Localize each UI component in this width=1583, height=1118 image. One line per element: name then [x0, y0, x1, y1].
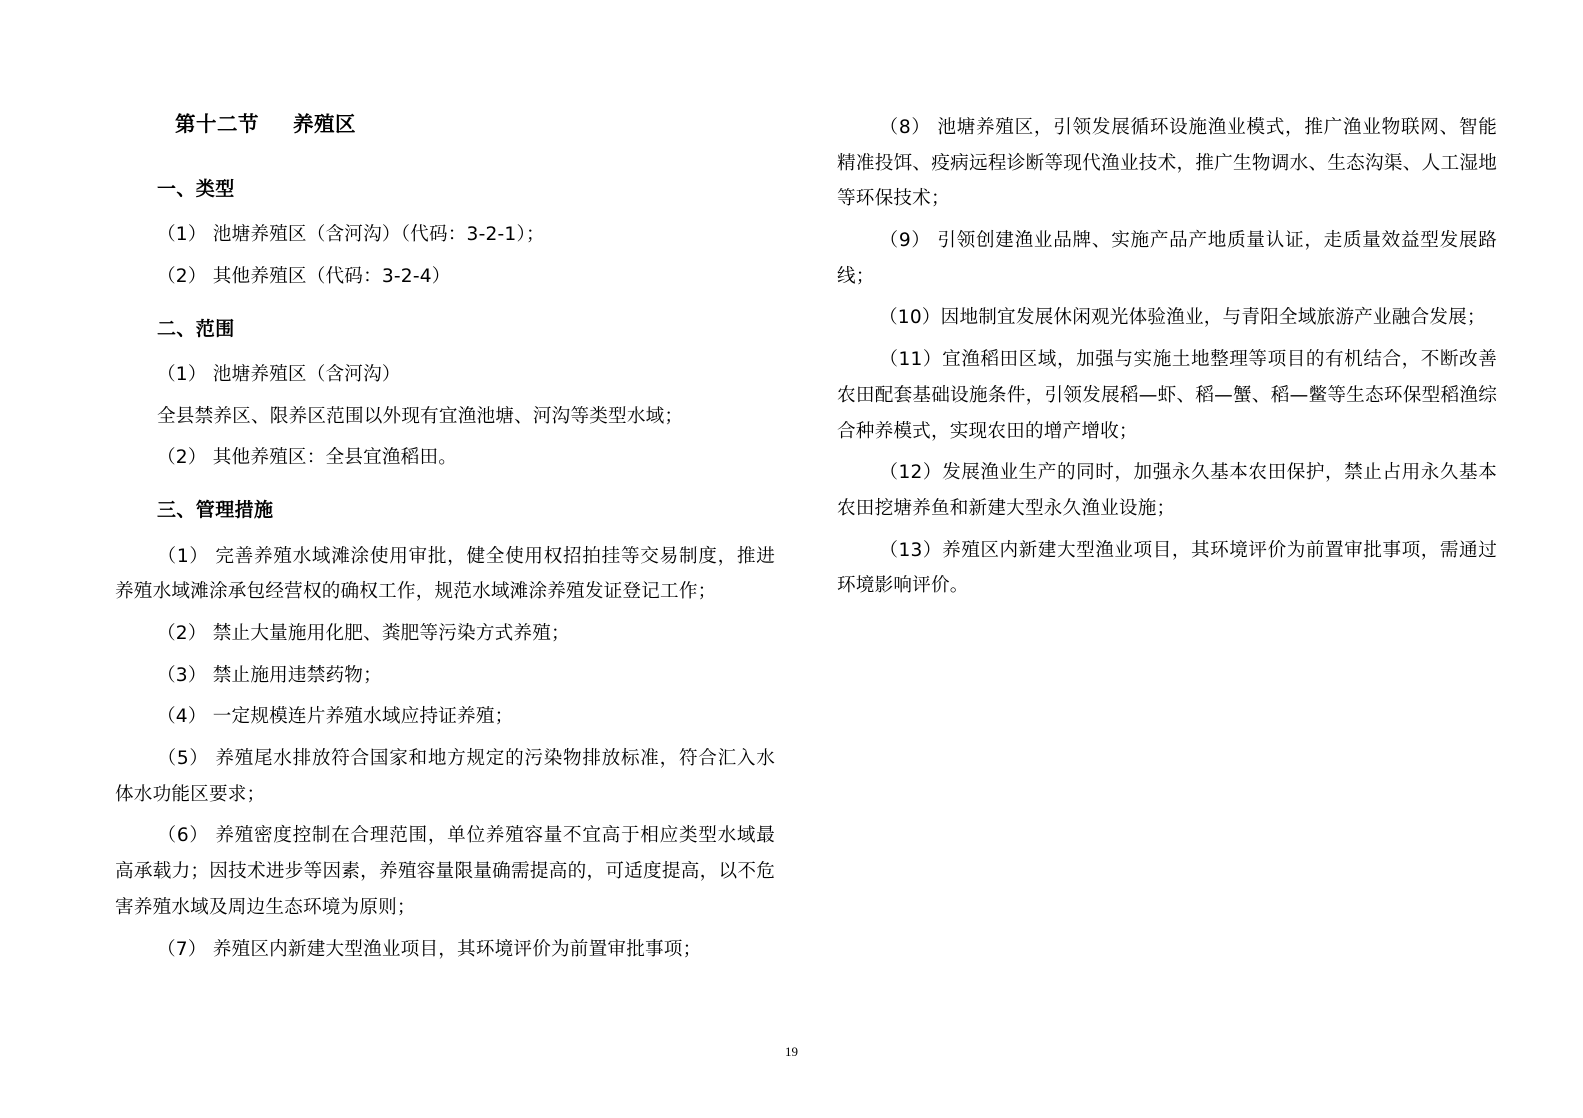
list-item-text: （1） 完善养殖水域滩涂使用审批，健全使用权招拍挂等交易制度，推进养殖水域滩涂承包经营权的确权工作，规范水域滩涂养殖发证登记工作； [115, 545, 775, 603]
list-item [115, 818, 775, 925]
list-item-text: （4） 一定规模连片养殖水域应持证养殖； [157, 706, 514, 728]
list-item-text: （2） 禁止大量施用化肥、粪肥等污染方式养殖； [157, 623, 570, 644]
list-item-text: （2） 其他养殖区（代码：3-2-4） [157, 265, 451, 287]
section-title-name: 养殖区 [293, 112, 356, 136]
list-item [115, 539, 775, 610]
paragraph-text: 全县禁养区、限养区范围以外现有宜渔池塘、河沟等类型水域； [157, 405, 684, 427]
section-title-prefix: 第十二节 [175, 112, 259, 136]
list-item [115, 259, 775, 295]
list-item [115, 616, 775, 652]
left-column [115, 110, 775, 973]
list-item [115, 440, 775, 476]
heading-measures: 三、管理措施 [157, 499, 274, 522]
list-item [115, 658, 775, 694]
list-item-text: （8） 池塘养殖区，引领发展循环设施渔业模式，推广渔业物联网、智能精准投饵、疫病远程诊断等现代渔业技术，推广生物调水、生态沟渠、人工湿地等环保技术； [837, 117, 1497, 210]
list-item-text: （2） 其他养殖区：全县宜渔稻田。 [157, 447, 458, 469]
paragraph [115, 399, 775, 435]
list-item [837, 455, 1497, 526]
list-item-text: （10）因地制宜发展休闲观光体验渔业，与青阳全域旅游产业融合发展； [879, 307, 1486, 329]
list-item [115, 699, 775, 735]
list-item-text: （7） 养殖区内新建大型渔业项目，其环境评价为前置审批事项； [157, 938, 702, 960]
list-item-text: （6） 养殖密度控制在合理范围，单位养殖容量不宜高于相应类型水域最高承载力；因技术进步等因素，养殖容量限量确需提高的，可适度提高，以不危害养殖水域及周边生态环境为原则； [115, 825, 775, 918]
list-item [115, 741, 775, 812]
heading-type: 一、类型 [157, 177, 235, 200]
right-column [837, 110, 1497, 973]
heading-scope: 二、范围 [157, 317, 235, 340]
list-item [837, 110, 1497, 217]
list-item-text: （9） 引领创建渔业品牌、实施产品产地质量认证，走质量效益型发展路线； [837, 230, 1497, 287]
list-item-text: （1） 池塘养殖区（含河沟） [157, 364, 401, 386]
page-number: 19 [785, 1044, 798, 1059]
list-item [837, 342, 1497, 449]
list-item-text: （13）养殖区内新建大型渔业项目，其环境评价为前置审批事项，需通过环境影响评价。 [837, 539, 1497, 597]
list-item-text: （5） 养殖尾水排放符合国家和地方规定的污染物排放标准，符合汇入水体水功能区要求； [115, 748, 775, 805]
list-item [115, 932, 775, 968]
list-item [837, 533, 1497, 604]
list-item-text: （3） 禁止施用违禁药物； [157, 664, 382, 686]
list-item [115, 217, 775, 253]
list-item [837, 223, 1497, 294]
section-title [175, 110, 775, 139]
list-item-text: （11）宜渔稻田区域，加强与实施土地整理等项目的有机结合，不断改善农田配套基础设施条件，引领发展稻—虾、稻—蟹、稻—鳖等生态环保型稻渔综合种养模式，实现农田的增产增收； [837, 349, 1497, 442]
list-item-text: （1） 池塘养殖区（含河沟）（代码：3-2-1）； [157, 224, 545, 246]
two-column-body [0, 110, 1583, 973]
list-item-text: （12）发展渔业生产的同时，加强永久基本农田保护，禁止占用永久基本农田挖塘养鱼和新建大型永久渔业设施； [837, 462, 1497, 519]
list-item [837, 300, 1497, 336]
list-item [115, 357, 775, 393]
